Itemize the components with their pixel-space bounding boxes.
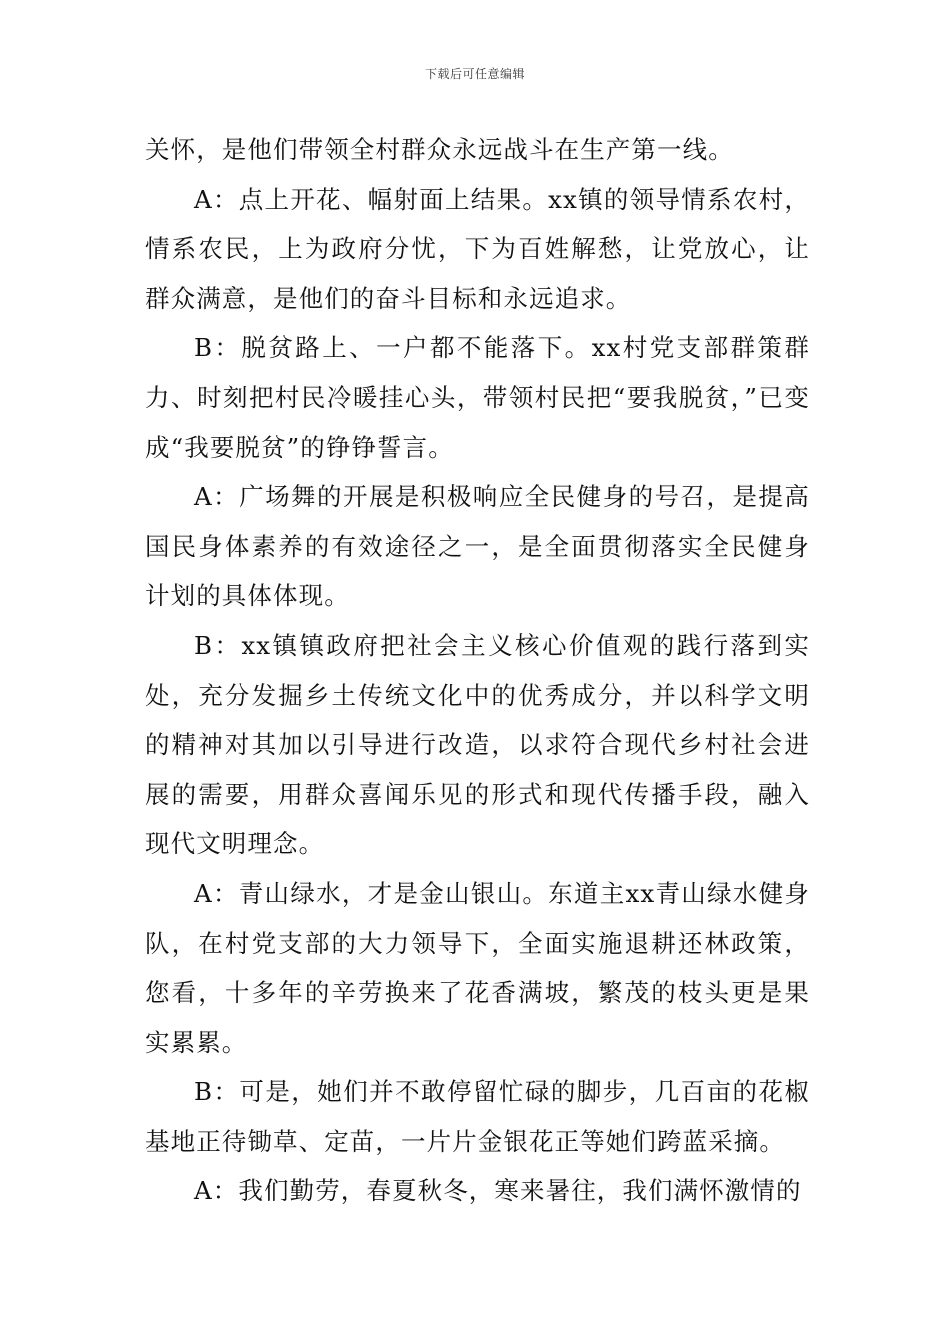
paragraph-b-3: B：可是，她们并不敢停留忙碌的脚步，几百亩的花椒基地正待锄草、定苗，一片片金银花正等她们跨蓝采摘。 [145,1077,810,1156]
paragraph-a-1: A：点上开花、幅射面上结果。xx镇的领导情系农村，情系农民，上为政府分忧，下为百姓解愁，让党放心，让群众满意，是他们的奋斗目标和永远追求。 [145,184,810,313]
paragraph-a-4: A：我们勤劳，春夏秋冬，寒来暑往，我们满怀激情的 [194,1176,802,1206]
paragraph-b-1: B：脱贫路上、一户都不能落下。xx村党支部群策群力、时刻把村民冷暖挂心头，带领村民把“要我脱贫，”已变成“我要脱贫”的铮铮誓言。 [145,333,810,462]
document-body [145,125,810,1216]
paragraph-a-2: A：广场舞的开展是积极响应全民健身的号召，是提高国民身体素养的有效途径之一，是全面贯彻落实全民健身计划的具体体现。 [145,482,810,611]
paragraph-continuation: 关怀，是他们带领全村群众永远战斗在生产第一线。 [145,135,734,164]
page-header-note: 下载后可任意编辑 [424,67,525,81]
paragraph-b-2: B：xx镇镇政府把社会主义核心价值观的践行落到实处，充分发掘乡土传统文化中的优秀成分，并以科学文明的精神对其加以引导进行改造，以求符合现代乡村社会进展的需要，用群众喜闻乐见的形式和现代传播手段，融入现代文明理念。 [145,630,810,859]
paragraph-a-3: A：青山绿水，才是金山银山。东道主xx青山绿水健身队，在村党支部的大力领导下，全面实施退耕还林政策，您看，十多年的辛劳换来了花香满坡，繁茂的枝头更是果实累累。 [145,878,810,1057]
